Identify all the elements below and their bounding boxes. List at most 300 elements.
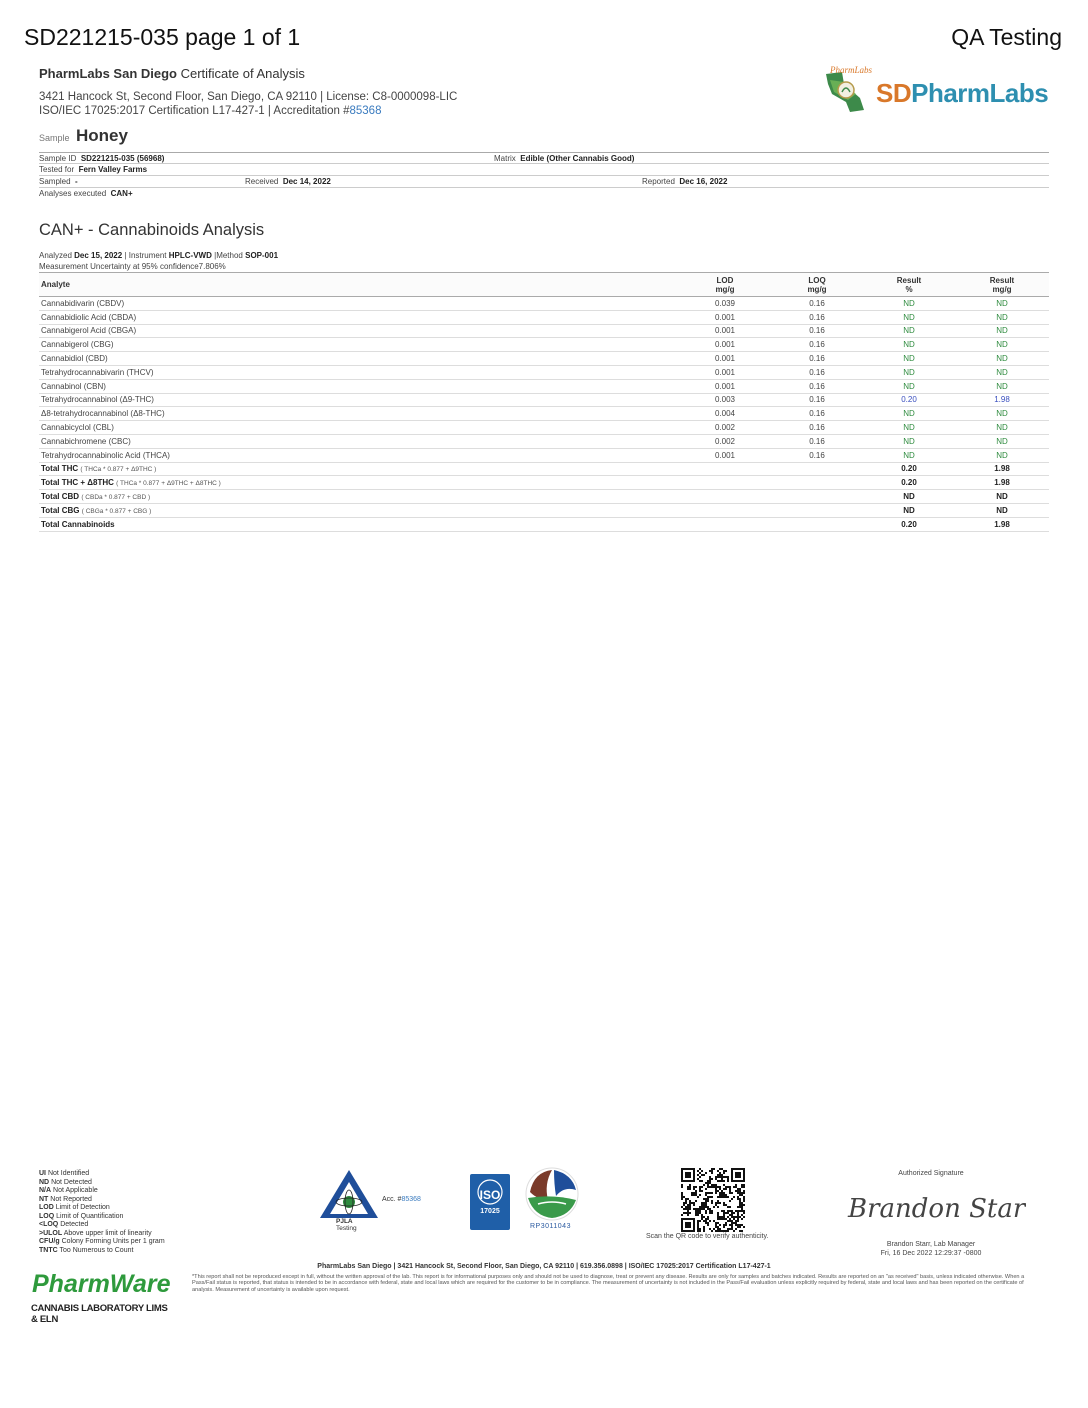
lab-certification xyxy=(39,104,457,118)
qr-module xyxy=(735,1228,737,1230)
qr-module xyxy=(713,1186,715,1188)
empty-cell xyxy=(771,490,863,504)
qr-module xyxy=(715,1176,717,1178)
qr-module xyxy=(721,1168,723,1170)
qr-module xyxy=(741,1206,743,1208)
qr-module xyxy=(731,1210,733,1212)
qr-module xyxy=(741,1218,743,1220)
total-label-cell xyxy=(39,503,679,517)
qr-module xyxy=(715,1204,717,1206)
qr-module xyxy=(719,1188,721,1190)
qr-module xyxy=(705,1188,707,1190)
analyte-cell: Δ8-tetrahydrocannabinol (Δ8-THC) xyxy=(39,407,679,421)
qr-module xyxy=(719,1228,721,1230)
lab-heading xyxy=(39,66,305,81)
loq-cell: 0.16 xyxy=(771,448,863,462)
qr-module xyxy=(719,1192,721,1194)
qr-module xyxy=(723,1226,725,1228)
qr-module xyxy=(721,1180,723,1182)
legend-abbr: CFU/g xyxy=(39,1238,60,1245)
legend-item xyxy=(39,1213,165,1222)
qr-module xyxy=(701,1216,703,1218)
result-pct-cell: ND xyxy=(863,324,955,338)
qr-module xyxy=(695,1214,697,1216)
header-result-mg-label: Result xyxy=(989,275,1015,285)
total-formula: ( THCa * 0.877 + Δ9THC + Δ8THC ) xyxy=(116,480,221,488)
analysis-metadata xyxy=(39,250,278,272)
qr-module xyxy=(705,1206,707,1208)
qa-testing-title: QA Testing xyxy=(951,24,1062,50)
qr-module xyxy=(719,1180,721,1182)
lod-cell: 0.004 xyxy=(679,407,771,421)
legend-item xyxy=(39,1179,165,1188)
qr-module xyxy=(693,1186,695,1188)
qr-module xyxy=(743,1196,745,1198)
qr-module xyxy=(713,1220,715,1222)
qr-module xyxy=(719,1196,721,1198)
qr-finder-inner xyxy=(735,1172,741,1178)
lod-cell: 0.001 xyxy=(679,338,771,352)
qr-module xyxy=(681,1214,683,1216)
analyte-cell: Cannabigerol Acid (CBGA) xyxy=(39,324,679,338)
qr-module xyxy=(707,1224,709,1226)
analyte-cell: Cannabicyclol (CBL) xyxy=(39,421,679,435)
qr-module xyxy=(695,1200,697,1202)
total-row xyxy=(39,503,1049,517)
pjla-accreditation xyxy=(382,1196,421,1203)
qr-module xyxy=(687,1188,689,1190)
qr-module xyxy=(721,1174,723,1176)
qr-module xyxy=(713,1168,715,1170)
legend-text: Too Numerous to Count xyxy=(59,1246,134,1254)
result-mg-cell: 1.98 xyxy=(955,393,1049,407)
qr-module xyxy=(697,1224,699,1226)
qr-module xyxy=(709,1210,711,1212)
qr-module xyxy=(731,1228,733,1230)
result-pct-cell: 0.20 xyxy=(863,393,955,407)
result-pct-cell: ND xyxy=(863,297,955,311)
qr-module xyxy=(735,1210,737,1212)
qr-module xyxy=(687,1198,689,1200)
pjla-triangle-icon xyxy=(318,1168,380,1220)
qr-module xyxy=(721,1230,723,1232)
qr-module xyxy=(717,1196,719,1198)
total-label: Total CBG xyxy=(41,505,80,515)
total-mg-cell: ND xyxy=(955,503,1049,517)
qr-module xyxy=(717,1222,719,1224)
qr-module xyxy=(707,1198,709,1200)
seal-emblem-icon xyxy=(524,1166,580,1222)
section-title: CAN+ - Cannabinoids Analysis xyxy=(39,221,265,239)
sample-id-value: SD221215-035 (56968) xyxy=(80,154,165,163)
qr-module xyxy=(707,1208,709,1210)
qr-module xyxy=(741,1204,743,1206)
qr-module xyxy=(721,1192,723,1194)
qr-module xyxy=(711,1184,713,1186)
qr-module xyxy=(701,1174,703,1176)
qr-module xyxy=(723,1204,725,1206)
qr-module xyxy=(711,1168,713,1170)
result-pct-cell: ND xyxy=(863,352,955,366)
qr-module xyxy=(739,1216,741,1218)
qr-module xyxy=(717,1206,719,1208)
qr-module xyxy=(723,1184,725,1186)
qr-module xyxy=(707,1200,709,1202)
loq-cell: 0.16 xyxy=(771,324,863,338)
qr-module xyxy=(697,1226,699,1228)
analyte-cell: Cannabidivarin (CBDV) xyxy=(39,297,679,311)
loq-cell: 0.16 xyxy=(771,297,863,311)
qr-module xyxy=(717,1180,719,1182)
loq-cell: 0.16 xyxy=(771,393,863,407)
qr-module xyxy=(701,1202,703,1204)
qr-module xyxy=(701,1170,703,1172)
qr-module xyxy=(741,1208,743,1210)
cert-prefix: ISO/IEC 17025:2017 Certification L17-427-1 | Accreditation # xyxy=(39,105,350,117)
qr-module xyxy=(705,1220,707,1222)
lod-cell: 0.001 xyxy=(679,310,771,324)
qr-module xyxy=(715,1202,717,1204)
qr-module xyxy=(739,1200,741,1202)
qr-module xyxy=(683,1196,685,1198)
qr-module xyxy=(705,1202,707,1204)
qr-module xyxy=(695,1192,697,1194)
logo-prefix: SD xyxy=(876,78,912,108)
total-label: Total Cannabinoids xyxy=(41,519,115,529)
legend-item xyxy=(39,1204,165,1213)
qr-module xyxy=(695,1186,697,1188)
qr-module xyxy=(725,1224,727,1226)
qr-module xyxy=(729,1206,731,1208)
qr-module xyxy=(685,1208,687,1210)
legend-text: Not Reported xyxy=(50,1195,92,1203)
qr-module xyxy=(729,1188,731,1190)
qr-module xyxy=(727,1178,729,1180)
legend-item xyxy=(39,1221,165,1230)
qr-module xyxy=(699,1210,701,1212)
tested-for-field xyxy=(39,165,147,174)
table-row xyxy=(39,407,1049,421)
qr-module xyxy=(723,1216,725,1218)
qr-module xyxy=(741,1184,743,1186)
state-seal-badge xyxy=(524,1166,580,1232)
qr-module xyxy=(739,1202,741,1204)
table-row xyxy=(39,421,1049,435)
result-mg-cell: ND xyxy=(955,379,1049,393)
iso-label: ISO xyxy=(479,1188,501,1202)
qr-module xyxy=(741,1194,743,1196)
qr-module xyxy=(727,1206,729,1208)
reported-label: Reported xyxy=(642,177,675,186)
qr-module xyxy=(707,1222,709,1224)
qr-module xyxy=(723,1196,725,1198)
lod-cell: 0.002 xyxy=(679,434,771,448)
qr-module xyxy=(687,1186,689,1188)
qr-module xyxy=(697,1220,699,1222)
qr-module xyxy=(743,1226,745,1228)
qr-module xyxy=(723,1214,725,1216)
meta-row-dates xyxy=(39,176,1049,188)
table-header-row xyxy=(39,273,1049,297)
result-mg-cell: ND xyxy=(955,352,1049,366)
qr-module xyxy=(691,1202,693,1204)
qr-module xyxy=(705,1200,707,1202)
qr-module xyxy=(697,1210,699,1212)
qr-module xyxy=(737,1224,739,1226)
qr-module xyxy=(717,1202,719,1204)
legend-abbr: TNTC xyxy=(39,1246,58,1254)
qr-module xyxy=(687,1208,689,1210)
sample-heading xyxy=(39,126,128,146)
qr-module xyxy=(729,1192,731,1194)
received-value: Dec 14, 2022 xyxy=(282,177,331,186)
qr-module xyxy=(743,1184,745,1186)
result-pct-cell: ND xyxy=(863,407,955,421)
qr-module xyxy=(733,1230,735,1232)
sample-metadata xyxy=(39,152,1049,200)
qr-module xyxy=(699,1228,701,1230)
qr-module xyxy=(703,1226,705,1228)
qr-module xyxy=(681,1206,683,1208)
meta-row-id xyxy=(39,152,1049,164)
empty-cell xyxy=(679,503,771,517)
qr-module xyxy=(689,1202,691,1204)
qr-module xyxy=(717,1186,719,1188)
qr-module xyxy=(703,1230,705,1232)
qr-module xyxy=(709,1170,711,1172)
qr-module xyxy=(707,1206,709,1208)
qr-module xyxy=(727,1220,729,1222)
qr-module xyxy=(687,1212,689,1214)
qr-module xyxy=(719,1216,721,1218)
qr-module xyxy=(697,1196,699,1198)
qr-module xyxy=(725,1218,727,1220)
qr-module xyxy=(705,1204,707,1206)
qr-module xyxy=(709,1180,711,1182)
qr-module xyxy=(723,1176,725,1178)
total-formula: ( CBDa * 0.877 + CBD ) xyxy=(81,494,151,502)
qr-module xyxy=(695,1194,697,1196)
signer-details xyxy=(826,1241,1036,1258)
qr-module xyxy=(711,1196,713,1198)
qr-module xyxy=(715,1178,717,1180)
qr-module xyxy=(713,1206,715,1208)
qr-module xyxy=(711,1230,713,1232)
qr-module xyxy=(689,1206,691,1208)
qr-module xyxy=(701,1186,703,1188)
matrix-field xyxy=(494,154,634,163)
lod-cell: 0.001 xyxy=(679,324,771,338)
qr-module xyxy=(729,1224,731,1226)
qr-module xyxy=(717,1174,719,1176)
qr-module xyxy=(725,1176,727,1178)
qr-module xyxy=(693,1188,695,1190)
pjla-acc-number[interactable]: 85368 xyxy=(401,1196,421,1203)
sampled-field xyxy=(39,177,78,186)
lod-cell: 0.001 xyxy=(679,352,771,366)
qr-module xyxy=(733,1212,735,1214)
analyte-cell: Cannabidiolic Acid (CBDA) xyxy=(39,310,679,324)
legend-text: Above upper limit of linearity xyxy=(63,1229,152,1237)
received-field xyxy=(245,177,331,186)
qr-module xyxy=(739,1206,741,1208)
qr-module xyxy=(689,1200,691,1202)
qr-module xyxy=(739,1198,741,1200)
verification-qr-code[interactable] xyxy=(681,1168,745,1232)
iso-number: 17025 xyxy=(480,1208,500,1215)
qr-module xyxy=(739,1194,741,1196)
legend-text: Not Detected xyxy=(51,1178,92,1186)
iso-17025-badge xyxy=(470,1174,510,1230)
qr-module xyxy=(697,1174,699,1176)
legend-abbr: LOD xyxy=(39,1204,54,1211)
loq-cell: 0.16 xyxy=(771,352,863,366)
qr-module xyxy=(697,1208,699,1210)
qr-module xyxy=(723,1212,725,1214)
qr-finder-inner xyxy=(685,1222,691,1228)
total-mg-cell: 1.98 xyxy=(955,517,1049,531)
qr-module xyxy=(729,1190,731,1192)
lod-cell: 0.003 xyxy=(679,393,771,407)
empty-cell xyxy=(771,462,863,476)
qr-module xyxy=(739,1204,741,1206)
empty-cell xyxy=(679,517,771,531)
qr-module xyxy=(735,1224,737,1226)
results-body xyxy=(39,297,1049,532)
qr-module xyxy=(743,1210,745,1212)
qr-module xyxy=(737,1206,739,1208)
qr-module xyxy=(737,1190,739,1192)
legend-text: Detected xyxy=(60,1221,89,1228)
qr-module xyxy=(697,1222,699,1224)
qr-module xyxy=(739,1226,741,1228)
qr-module xyxy=(697,1230,699,1232)
pjla-acc-label: Acc. # xyxy=(382,1196,402,1203)
total-mg-cell: ND xyxy=(955,490,1049,504)
qr-module xyxy=(699,1176,701,1178)
logo-name: PharmLabs xyxy=(911,78,1049,108)
qr-module xyxy=(693,1202,695,1204)
signature-block xyxy=(826,1170,1036,1258)
qr-module xyxy=(741,1230,743,1232)
result-pct-cell: ND xyxy=(863,338,955,352)
qr-module xyxy=(741,1192,743,1194)
qr-module xyxy=(707,1196,709,1198)
qr-module xyxy=(729,1186,731,1188)
table-row xyxy=(39,434,1049,448)
total-pct-cell: 0.20 xyxy=(863,476,955,490)
qr-module xyxy=(699,1220,701,1222)
total-label-cell xyxy=(39,462,679,476)
matrix-value: Edible (Other Cannabis Good) xyxy=(520,154,635,163)
qr-module xyxy=(731,1222,733,1224)
legend-text: Not Applicable xyxy=(53,1187,98,1194)
qr-module xyxy=(705,1172,707,1174)
qr-module xyxy=(735,1190,737,1192)
qr-module xyxy=(741,1210,743,1212)
qr-module xyxy=(699,1172,701,1174)
qr-module xyxy=(711,1212,713,1214)
qr-module xyxy=(743,1198,745,1200)
qr-module xyxy=(711,1192,713,1194)
result-mg-cell: ND xyxy=(955,407,1049,421)
qr-module xyxy=(733,1216,735,1218)
qr-module xyxy=(699,1194,701,1196)
qr-module xyxy=(725,1230,727,1232)
pjla-badge xyxy=(318,1168,428,1238)
qr-module xyxy=(729,1214,731,1216)
signer-name: Brandon Starr, Lab Manager xyxy=(886,1241,976,1248)
method-label: |Method xyxy=(214,251,243,260)
empty-cell xyxy=(679,490,771,504)
pharmware-logo xyxy=(28,1270,174,1325)
qr-module xyxy=(687,1204,689,1206)
qr-module xyxy=(733,1218,735,1220)
pjla-sub: Testing xyxy=(336,1225,357,1232)
logo-badge-text: PharmLabs xyxy=(830,65,873,75)
accreditation-link[interactable]: 85368 xyxy=(349,105,382,117)
pharmware-name: PharmWare xyxy=(32,1270,171,1298)
qr-module xyxy=(719,1194,721,1196)
qr-module xyxy=(739,1230,741,1232)
abbreviation-legend xyxy=(39,1170,165,1255)
total-pct-cell: ND xyxy=(863,490,955,504)
qr-module xyxy=(703,1228,705,1230)
document-id-page: SD221215-035 page 1 of 1 xyxy=(24,24,301,50)
total-label-cell xyxy=(39,476,679,490)
qr-module xyxy=(705,1212,707,1214)
qr-module xyxy=(715,1222,717,1224)
qr-module xyxy=(717,1230,719,1232)
qr-module xyxy=(685,1206,687,1208)
sample-name: Honey xyxy=(75,126,128,145)
qr-module xyxy=(719,1218,721,1220)
header-analyte: Analyte xyxy=(39,273,679,297)
sampled-label: Sampled xyxy=(39,177,71,186)
analyte-cell: Tetrahydrocannabinolic Acid (THCA) xyxy=(39,448,679,462)
qr-module xyxy=(683,1212,685,1214)
analyte-cell: Cannabidiol (CBD) xyxy=(39,352,679,366)
lod-cell: 0.001 xyxy=(679,365,771,379)
qr-module xyxy=(709,1212,711,1214)
qr-module xyxy=(707,1216,709,1218)
table-row xyxy=(39,338,1049,352)
qr-module xyxy=(729,1210,731,1212)
qr-module xyxy=(733,1186,735,1188)
qr-module xyxy=(713,1228,715,1230)
qr-module xyxy=(715,1192,717,1194)
qr-module xyxy=(711,1202,713,1204)
qr-module xyxy=(705,1222,707,1224)
result-mg-cell: ND xyxy=(955,324,1049,338)
qr-module xyxy=(701,1206,703,1208)
qr-module xyxy=(697,1212,699,1214)
result-mg-cell: ND xyxy=(955,434,1049,448)
qr-module xyxy=(703,1198,705,1200)
qr-module xyxy=(731,1224,733,1226)
legend-abbr: NT xyxy=(39,1195,49,1203)
header-loq-unit: mg/g xyxy=(807,284,827,294)
qr-module xyxy=(703,1202,705,1204)
qr-module xyxy=(687,1210,689,1212)
qr-module xyxy=(715,1226,717,1228)
qr-module xyxy=(729,1228,731,1230)
qr-module xyxy=(707,1182,709,1184)
qr-module xyxy=(683,1202,685,1204)
qr-module xyxy=(737,1212,739,1214)
qr-module xyxy=(699,1208,701,1210)
result-pct-cell: ND xyxy=(863,379,955,393)
